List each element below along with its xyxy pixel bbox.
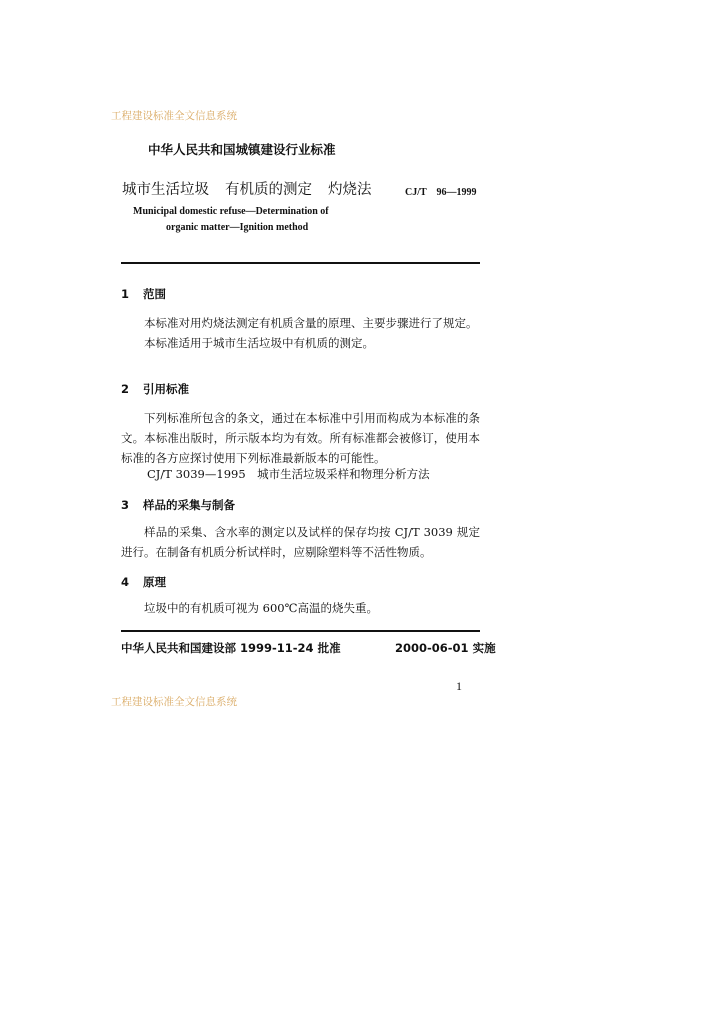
- watermark-top: 工程建设标准全文信息系统: [111, 110, 237, 122]
- section-4-heading: [121, 574, 166, 590]
- standard-title-cn: [122, 178, 372, 199]
- section-title: 原理: [143, 575, 166, 589]
- paragraph: 下列标准所包含的条文，通过在本标准中引用而构成为本标准的条文。本标准出版时，所示版本均为有效。所有标准都会被修订，使用本标准的各方应探讨使用下列标准最新版本的可能性。: [121, 411, 480, 465]
- implementation-date: 2000-06-01 实施: [395, 641, 496, 655]
- paragraph: 本标准适用于城市生活垃圾中有机质的测定。: [144, 336, 374, 350]
- section-number: 4: [121, 575, 130, 589]
- page-number: 1: [456, 679, 462, 693]
- section-number: 1: [121, 287, 130, 301]
- paragraph: 样品的采集、含水率的测定以及试样的保存均按 CJ/T 3039 规定进行。在制备有机质分析试样时，应剔除塑料等不活性物质。: [121, 525, 480, 559]
- section-number: 2: [121, 382, 130, 396]
- issuing-organization: 中华人民共和国城镇建设行业标准: [148, 142, 336, 157]
- title-part-3: 灼烧法: [328, 182, 372, 198]
- referenced-standard: CJ/T 3039—1995 城市生活垃圾采样和物理分析方法: [147, 467, 430, 481]
- section-2-body: [121, 408, 480, 468]
- standard-title-en-line-2: organic matter—Ignition method: [166, 222, 309, 233]
- title-part-1: 城市生活垃圾: [122, 182, 209, 198]
- header-divider: [121, 262, 480, 264]
- section-1-body: [121, 313, 480, 353]
- approval-date: 中华人民共和国建设部 1999-11-24 批准: [121, 641, 341, 655]
- section-number: 3: [121, 498, 130, 512]
- standard-code: CJ/T 96—1999: [405, 187, 477, 198]
- paragraph: 垃圾中的有机质可视为 600℃高温的烧失重。: [144, 601, 378, 615]
- section-3-body: [121, 522, 480, 562]
- section-3-heading: [121, 497, 235, 513]
- footer-divider: [121, 630, 480, 632]
- standard-title-en-line-1: Municipal domestic refuse—Determination of: [133, 206, 329, 217]
- title-part-2: 有机质的测定: [225, 182, 312, 198]
- section-title: 范围: [143, 287, 166, 301]
- section-title: 引用标准: [143, 382, 189, 396]
- section-1-heading: [121, 286, 166, 302]
- section-title: 样品的采集与制备: [143, 498, 235, 512]
- paragraph: 本标准对用灼烧法测定有机质含量的原理、主要步骤进行了规定。: [144, 316, 478, 330]
- watermark-bottom: 工程建设标准全文信息系统: [111, 696, 237, 708]
- section-2-heading: [121, 381, 189, 397]
- section-4-body: [121, 598, 480, 618]
